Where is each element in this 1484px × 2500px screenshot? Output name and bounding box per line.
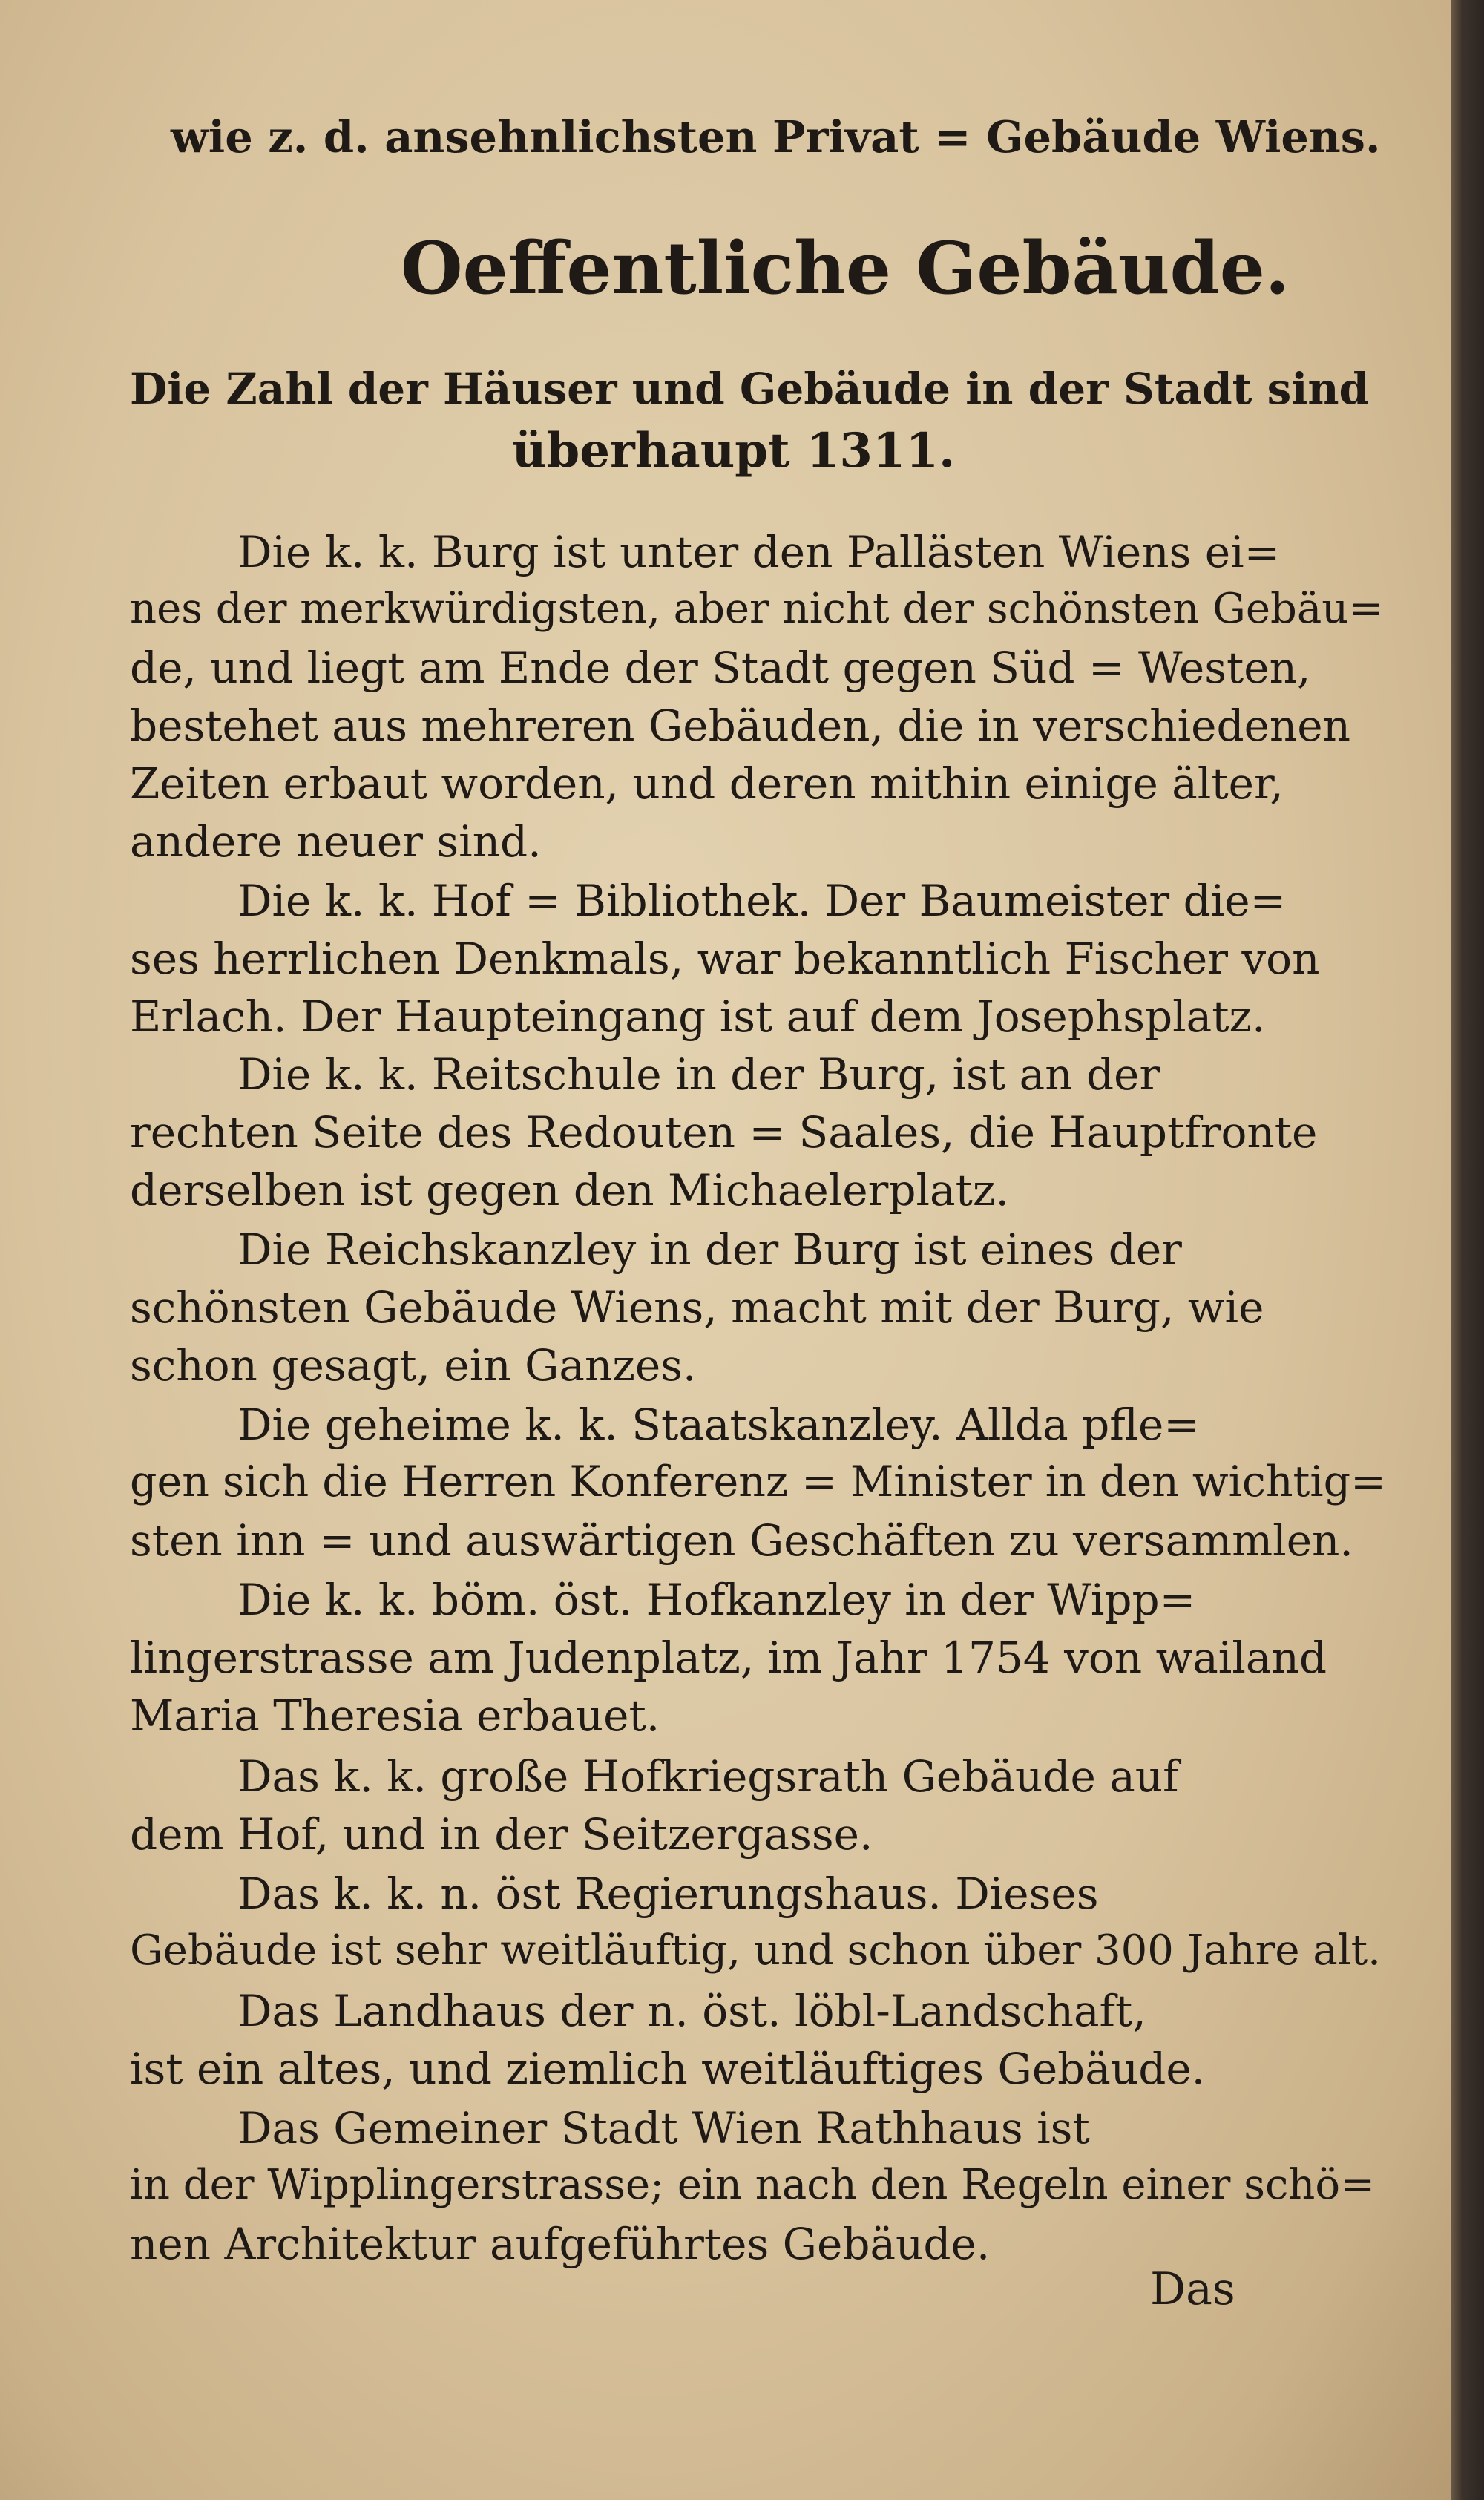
- running-header: wie z. d. ansehnlichsten Privat = Gebäude Wiens.: [171, 111, 1381, 163]
- body-line: ist ein altes, und ziemlich weitläuftiges Gebäude.: [130, 2044, 1206, 2094]
- body-line: ses herrlichen Denkmals, war bekanntlich Fischer von: [130, 934, 1320, 984]
- body-line: Gebäude ist sehr weitläuftig, und schon über 300 Jahre alt.: [130, 1926, 1381, 1975]
- body-line: schönsten Gebäude Wiens, macht mit der Burg, wie: [130, 1282, 1264, 1333]
- body-line: sten inn = und auswärtigen Geschäften zu versammlen.: [130, 1515, 1353, 1566]
- intro-line: überhaupt 1311.: [512, 423, 956, 479]
- body-line: Das Landhaus der n. öst. löbl-Landschaft,: [237, 1986, 1146, 2036]
- body-line: Die k. k. Hof = Bibliothek. Der Baumeister die=: [237, 876, 1287, 926]
- body-line: rechten Seite des Redouten = Saales, die Hauptfronte: [130, 1107, 1318, 1158]
- body-line: Das k. k. n. öst Regierungshaus. Dieses: [237, 1869, 1099, 1919]
- intro-line: Die Zahl der Häuser und Gebäude in der Stadt sind: [130, 364, 1370, 414]
- body-line: schon gesagt, ein Ganzes.: [130, 1340, 697, 1391]
- body-line: Die k. k. böm. öst. Hofkanzley in der Wipp=: [237, 1575, 1196, 1625]
- body-line: Zeiten erbaut worden, und deren mithin einige älter,: [130, 758, 1284, 809]
- body-line: lingerstrasse am Judenplatz, im Jahr 1754 von wailand: [130, 1633, 1327, 1683]
- body-line: de, und liegt am Ende der Stadt gegen Süd = Westen,: [130, 643, 1311, 693]
- catchword: Das: [1150, 2263, 1235, 2315]
- body-line: derselben ist gegen den Michaelerplatz.: [130, 1165, 1009, 1215]
- body-line: in der Wipplingerstrasse; ein nach den Regeln einer schö=: [130, 2161, 1376, 2209]
- body-line: bestehet aus mehreren Gebäuden, die in verschiedenen: [130, 701, 1350, 751]
- body-line: gen sich die Herren Konferenz = Minister in den wichtig=: [130, 1457, 1386, 1506]
- body-line: Das k. k. große Hofkriegsrath Gebäude auf: [237, 1751, 1179, 1802]
- body-line: Die k. k. Burg ist unter den Pallästen Wiens ei=: [237, 527, 1281, 577]
- body-line: Das Gemeiner Stadt Wien Rathhaus ist: [237, 2103, 1090, 2153]
- body-line: nes der merkwürdigsten, aber nicht der schönsten Gebäu=: [130, 585, 1384, 633]
- body-line: Die geheime k. k. Staatskanzley. Allda pfle=: [237, 1400, 1200, 1450]
- body-line: Maria Theresia erbauet.: [130, 1690, 660, 1741]
- body-line: Die Reichskanzley in der Burg ist eines der: [237, 1224, 1182, 1275]
- page-edge: [1451, 0, 1484, 2500]
- section-title: Oeffentliche Gebäude.: [401, 226, 1290, 310]
- body-line: andere neuer sind.: [130, 816, 542, 867]
- body-line: dem Hof, und in der Seitzergasse.: [130, 1809, 873, 1860]
- body-line: nen Architektur aufgeführtes Gebäude.: [130, 2219, 991, 2269]
- body-line: Erlach. Der Haupteingang ist auf dem Josephsplatz.: [130, 991, 1266, 1042]
- body-line: Die k. k. Reitschule in der Burg, ist an der: [237, 1049, 1160, 1100]
